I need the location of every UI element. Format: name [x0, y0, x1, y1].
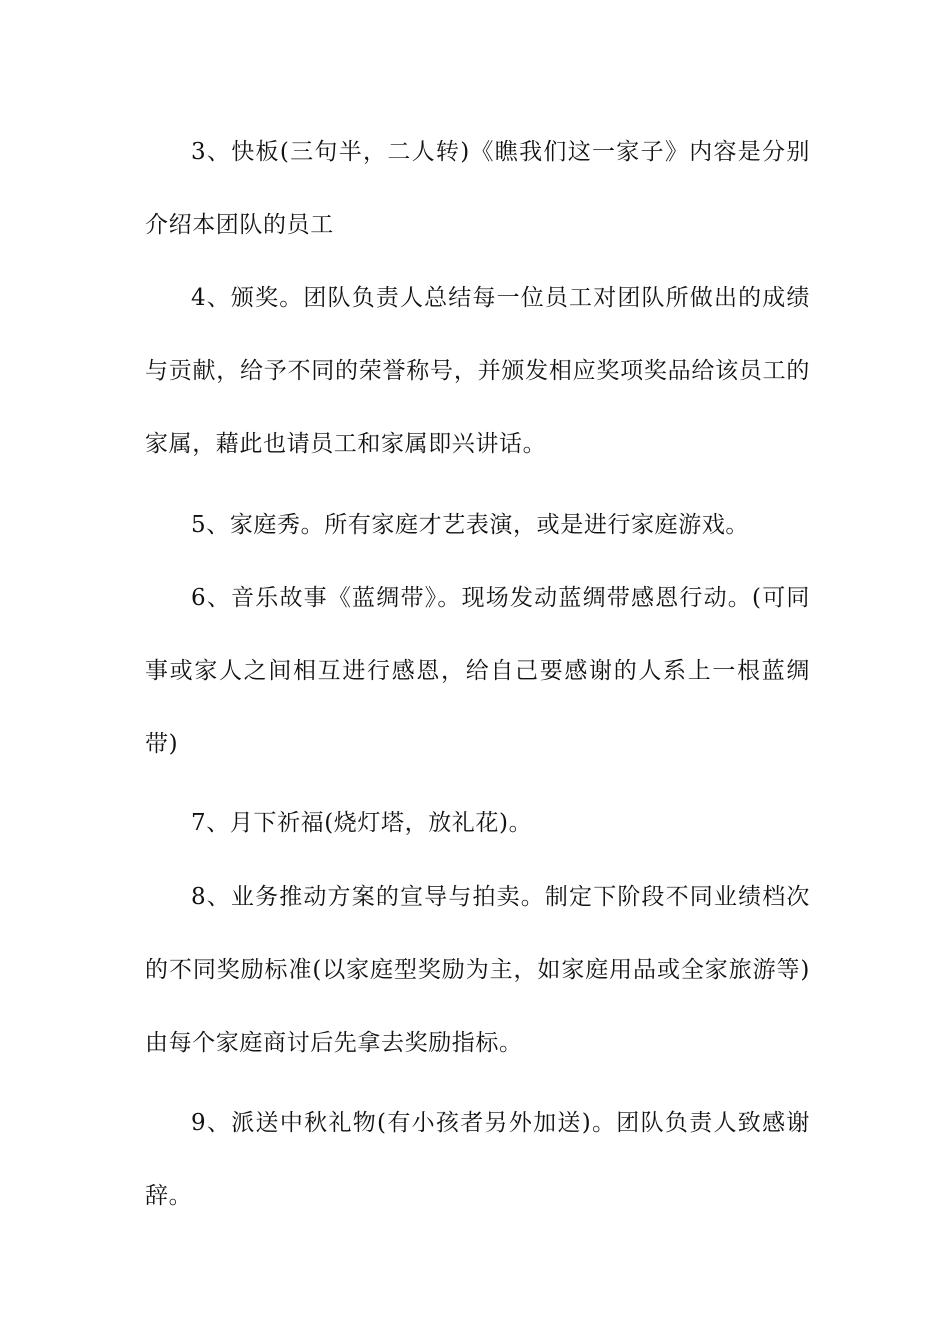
paragraph-item-3: 3、快板(三句半，二人转)《瞧我们这一家子》内容是分别介绍本团队的员工: [145, 139, 810, 238]
paragraph-item-9: 9、派送中秋礼物(有小孩者另外加送)。团队负责人致感谢辞。: [145, 1110, 810, 1209]
paragraph-item-6: 6、音乐故事《蓝绸带》。现场发动蓝绸带感恩行动。(可同事或家人之间相互进行感恩，给自己要感谢的人系上一根蓝绸带): [145, 585, 810, 757]
paragraph-item-5: 5、家庭秀。所有家庭才艺表演，或是进行家庭游戏。: [191, 512, 750, 538]
paragraph-item-8: 8、业务推动方案的宣导与拍卖。制定下阶段不同业绩档次的不同奖励标准(以家庭型奖励为主，如家庭用品或全家旅游等)由每个家庭商讨后先拿去奖励指标。: [145, 884, 810, 1056]
paragraph-item-4: 4、颁奖。团队负责人总结每一位员工对团队所做出的成绩与贡献，给予不同的荣誉称号，并颁发相应奖项奖品给该员工的家属，藉此也请员工和家属即兴讲话。: [145, 285, 810, 457]
paragraph-item-7: 7、月下祈福(烧灯塔，放礼花)。: [191, 810, 533, 836]
